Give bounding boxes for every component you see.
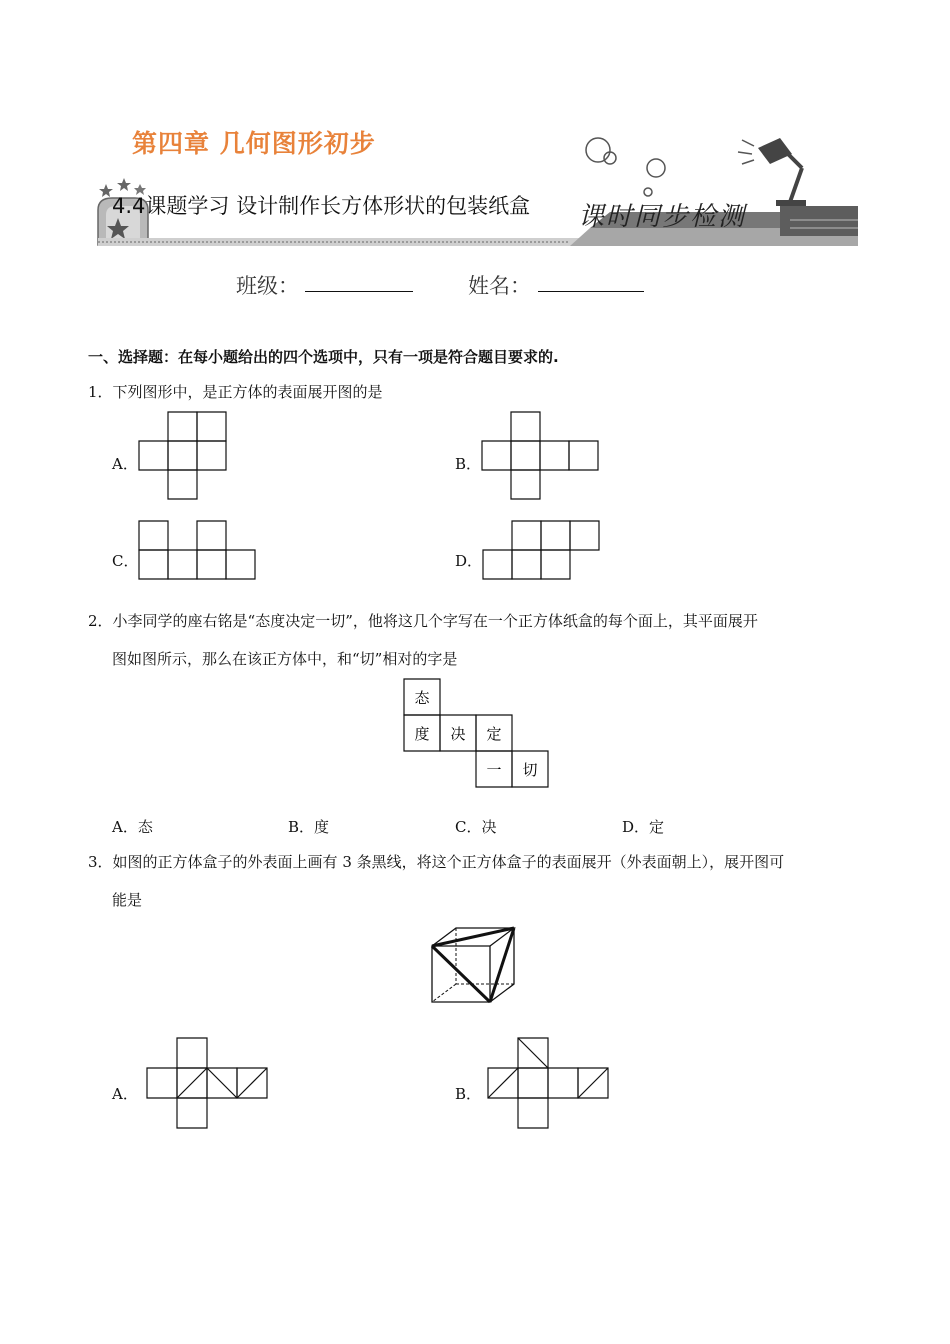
- question-1: [88, 382, 383, 402]
- net-char-4: 定: [486, 725, 502, 743]
- q1-option-c-label[interactable]: C．: [112, 552, 139, 570]
- net-char-2: 度: [414, 725, 430, 743]
- question-3-line2: 能是: [112, 891, 143, 909]
- net-char-5: 一: [486, 761, 502, 779]
- question-stem-line1: 如图的正方体盒子的外表面上画有 3 条黑线，将这个正方体盒子的表面展开（外表面朝上），展开图可: [112, 853, 785, 871]
- q2-net-figure: [402, 677, 550, 789]
- question-2-line2: 图如图所示，那么在该正方体中，和“切”相对的字是: [112, 650, 458, 668]
- option-text: 度: [314, 818, 330, 836]
- q2-option-d[interactable]: [622, 816, 664, 837]
- option-label: B．: [288, 818, 315, 836]
- section-heading: 一、选择题：在每小题给出的四个选项中，只有一项是符合题目要求的.: [88, 348, 559, 366]
- q3-option-b-label[interactable]: B．: [455, 1085, 482, 1103]
- q1-option-d-figure: [482, 519, 604, 583]
- q1-option-a-label[interactable]: A．: [112, 455, 138, 473]
- option-label: C．: [455, 818, 482, 836]
- option-text: 态: [137, 818, 153, 836]
- q1-option-d-label[interactable]: D．: [455, 552, 483, 570]
- net-char-6: 切: [522, 761, 538, 779]
- brand-text: 课时同步检测: [578, 202, 747, 232]
- class-label: 班级：: [236, 274, 299, 298]
- question-number: 3．: [88, 853, 113, 871]
- net-char-3: 决: [450, 725, 466, 743]
- q1-option-c-figure: [138, 519, 260, 583]
- q1-option-b-figure: [481, 410, 603, 502]
- q3-option-b-figure: [486, 1036, 612, 1130]
- question-number: 2．: [88, 612, 113, 630]
- option-label: D．: [622, 818, 650, 836]
- question-3: [88, 852, 784, 872]
- q2-option-a[interactable]: [112, 816, 153, 837]
- q2-option-b[interactable]: [288, 816, 329, 837]
- option-text: 决: [481, 818, 497, 836]
- question-stem: 下列图形中，是正方体的表面展开图的是: [112, 383, 383, 401]
- option-label: A．: [112, 818, 138, 836]
- q3-option-a-figure: [145, 1036, 271, 1130]
- q3-cube-figure: [424, 924, 524, 1006]
- question-stem-line1: 小李同学的座右铭是“态度决定一切”，他将这几个字写在一个正方体纸盒的每个面上，其平面展开: [112, 612, 758, 630]
- option-text: 定: [649, 818, 665, 836]
- lesson-title: 4.4课题学习 设计制作长方体形状的包装纸盒: [112, 194, 531, 218]
- question-2: [88, 611, 758, 631]
- name-label: 姓名：: [468, 274, 531, 298]
- name-blank[interactable]: [538, 291, 644, 292]
- class-blank[interactable]: [305, 291, 413, 292]
- q1-option-b-label[interactable]: B．: [455, 455, 482, 473]
- q2-option-c[interactable]: [455, 816, 497, 837]
- q1-option-a-figure: [138, 410, 230, 502]
- net-char-1: 态: [414, 689, 430, 707]
- question-number: 1．: [88, 383, 113, 401]
- q3-option-a-label[interactable]: A．: [112, 1085, 138, 1103]
- chapter-title: 第四章 几何图形初步: [132, 129, 376, 158]
